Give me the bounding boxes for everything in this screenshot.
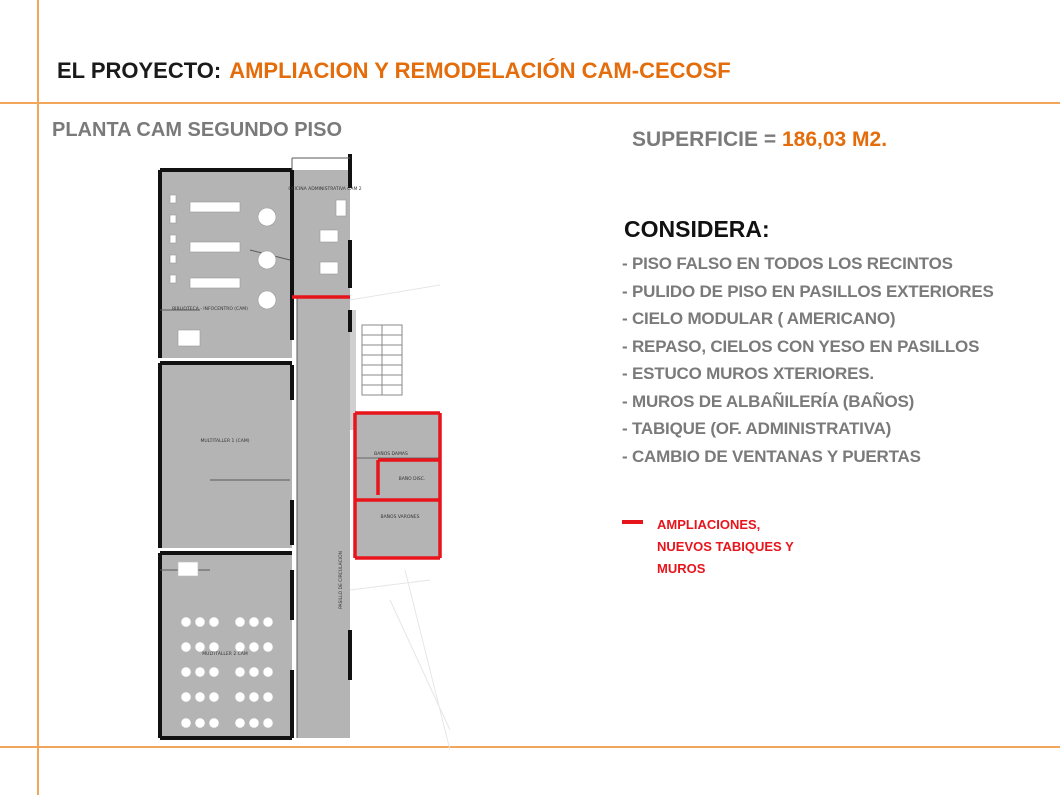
area-label: SUPERFICIE = <box>632 128 777 151</box>
list-item: - REPASO, CIELOS CON YESO EN PASILLOS <box>622 336 980 356</box>
guide-line-top <box>0 102 1060 104</box>
list-item: - CIELO MODULAR ( AMERICANO) <box>622 309 896 328</box>
room-label-biblioteca: BIBLIOTECA - INFOCENTRO (CAM) <box>172 307 248 312</box>
project-title <box>57 58 731 84</box>
floor-fills <box>160 170 356 738</box>
considera-list <box>622 250 994 470</box>
plan-title: PLANTA CAM SEGUNDO PISO <box>52 119 343 141</box>
area-summary <box>632 128 887 152</box>
room-label-oficina: OFICINA ADMINISTRATIVA CAM 2 <box>288 187 362 192</box>
list-item: - CAMBIO DE VENTANAS Y PUERTAS <box>622 446 921 466</box>
list-item: - PISO FALSO EN TODOS LOS RECINTOS <box>622 254 953 273</box>
room-label-bano-disc: BAÑO DISC. <box>398 477 426 482</box>
room-label-multitaller2: MULTITALLER 2 CAM <box>202 652 248 657</box>
room-label-multitaller1: MULTITALLER 1 (CAM) <box>200 439 250 444</box>
list-item: - TABIQUE (OF. ADMINISTRATIVA) <box>622 419 892 438</box>
list-item: - ESTUCO MUROS XTERIORES. <box>622 364 874 383</box>
project-label: EL PROYECTO: <box>57 58 222 83</box>
project-name: AMPLIACION Y REMODELACIÓN CAM-CECOSF <box>229 58 731 83</box>
room-label-banos-varones: BAÑOS VARONES <box>380 515 420 520</box>
list-item: - PULIDO DE PISO EN PASILLOS EXTERIORES <box>622 281 994 301</box>
room-label-banos-damas: BAÑOS DAMAS <box>374 452 408 457</box>
floor-plan <box>150 150 450 750</box>
room-label-pasillo: PASILLO DE CIRCULACION <box>339 550 344 610</box>
area-value: 186,03 M2. <box>781 128 888 151</box>
guide-line-vertical <box>37 0 39 795</box>
legend-swatch <box>622 520 643 524</box>
staircase <box>362 325 402 395</box>
list-item: - MUROS DE ALBAÑILERÍA (BAÑOS) <box>622 391 915 411</box>
considera-heading: CONSIDERA: <box>624 216 770 242</box>
bathroom-block <box>355 413 440 558</box>
legend-label: AMPLIACIONES, NUEVOS TABIQUES Y MUROS <box>657 517 794 576</box>
